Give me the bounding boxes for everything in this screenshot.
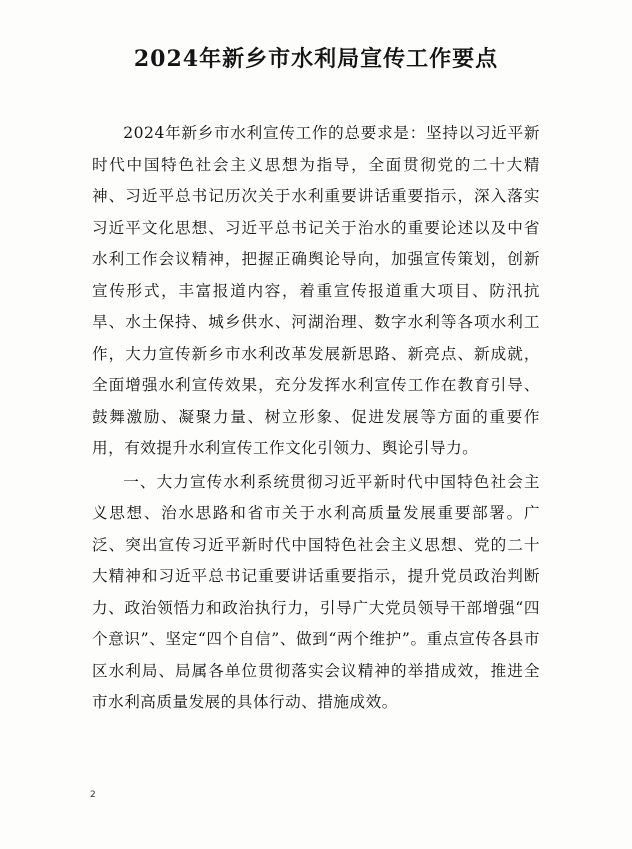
document-title: 2024年新乡市水利局宣传工作要点 [133,46,499,72]
paragraph-general-requirements: 2024年新乡市水利宣传工作的总要求是：坚持以习近平新时代中国特色社会主义思想为指导，全面贯彻党的二十大精神、习近平总书记历次关于水利重要讲话重要指示，深入落实习近平文化思想、习近平总书记关于治水的重要论述以及中省水利工作会议精神，把握正确舆论导向，加强宣传策划，创新宣传形式，丰富报道内容，着重宣传报道重大项目、防汛抗旱、水土保持、城乡供水、河湖治理、数字水利等各项水利工作，大力宣传新乡市水利改革发展新思路、新亮点、新成就，全面增强水利宣传效果，充分发挥水利宣传工作在教育引导、鼓舞激励、凝聚力量、树立形象、促进发展等方面的重要作用，有效提升水利宣传工作文化引领力、舆论引导力。 [92,124,540,457]
document-body [92,118,540,719]
page-number: 2 [90,790,96,800]
paragraph-section-one: 一、大力宣传水利系统贯彻习近平新时代中国特色社会主义思想、治水思路和省市关于水利高质量发展重要部署。广泛、突出宣传习近平新时代中国特色社会主义思想、党的二十大精神和习近平总书记重要讲话重要指示，提升党员政治判断力、政治领悟力和政治执行力，引导广大党员领导干部增强“四个意识”、坚定“四个自信”、做到“两个维护”。重点宣传各县市区水利局、局属各单位贯彻落实会议精神的举措成效，推进全市水利高质量发展的具体行动、措施成效。 [92,472,540,711]
